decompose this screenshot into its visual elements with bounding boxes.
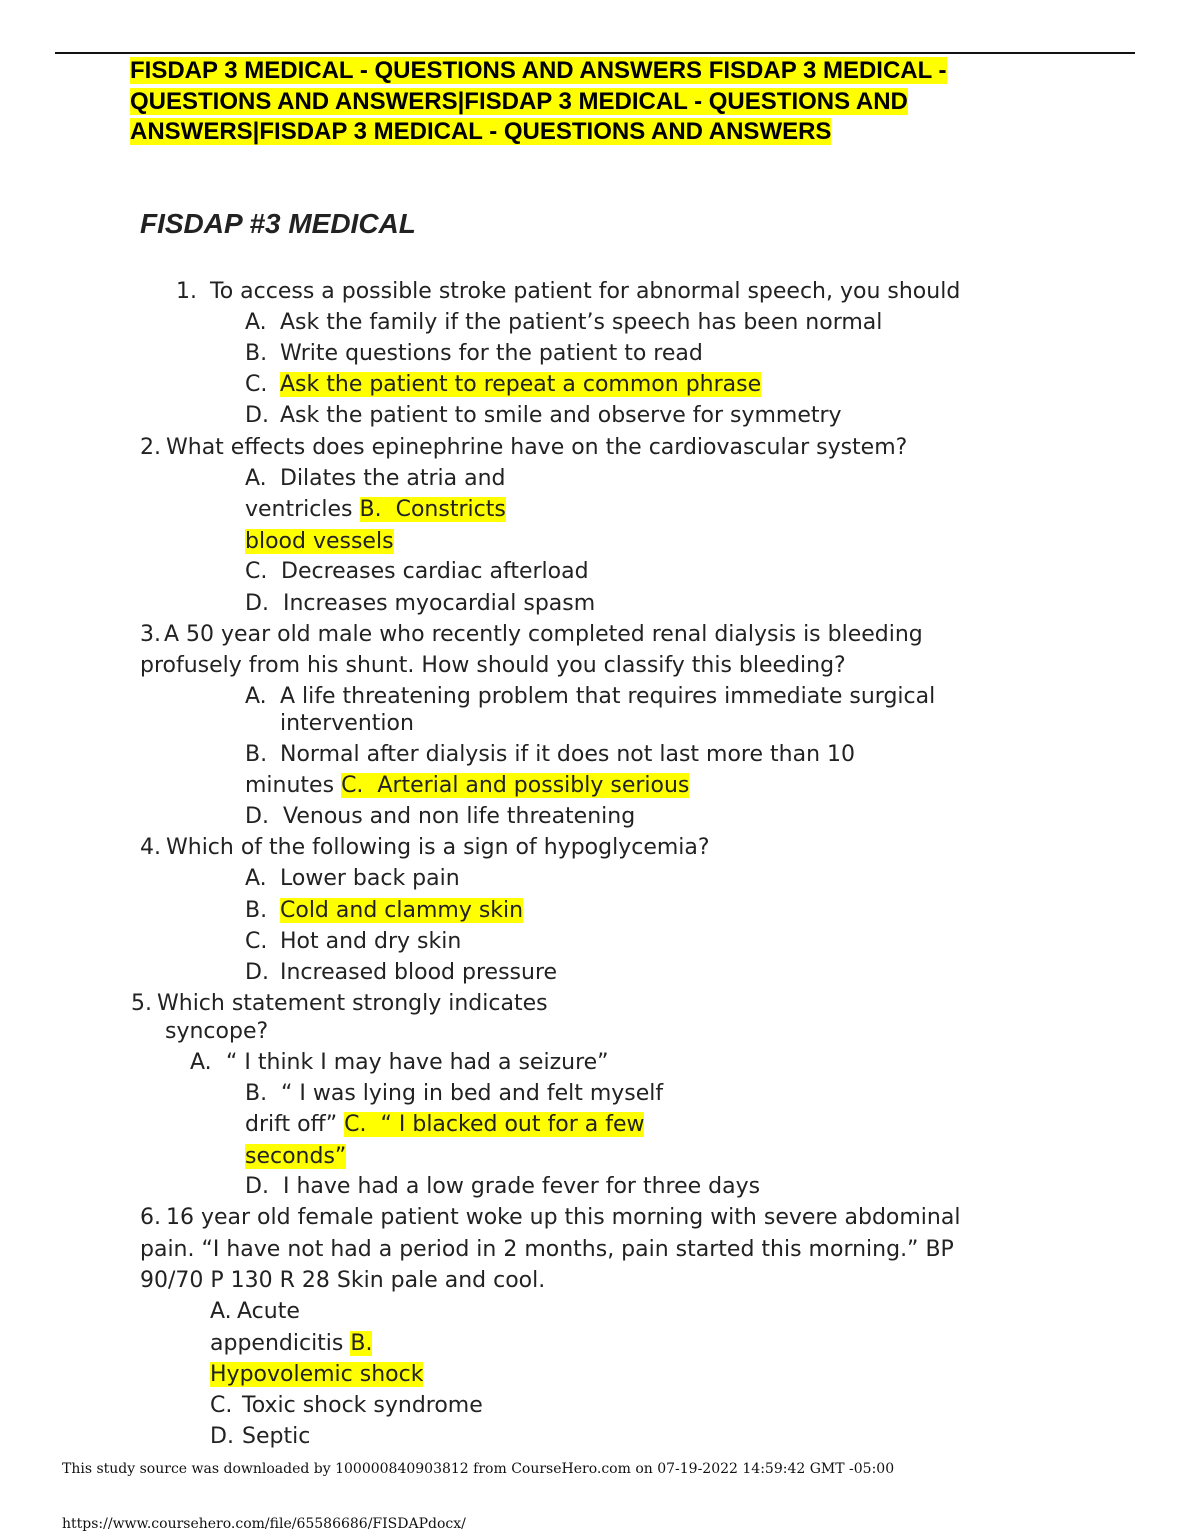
q4-option-c: C. Hot and dry skin [245,929,462,954]
highlighted-answer: Cold and clammy skin [280,898,524,923]
highlighted-answer: Ask the patient to repeat a common phrase [280,372,762,397]
question-1 [176,278,960,306]
q2-option-b-cont [245,528,394,556]
q2-option-b-answer: B. Constricts [359,497,506,522]
document-header [130,56,1050,148]
page-title: FISDAP #3 MEDICAL [140,208,416,239]
q6-option-d: D. Septic [210,1424,311,1449]
q1-option-b: B. Write questions for the patient to read [245,341,703,366]
highlighted-answer: Hypovolemic shock [210,1362,424,1387]
question-number: 4. [140,835,161,860]
header-line-1: FISDAP 3 MEDICAL - QUESTIONS AND ANSWERS FISDAP 3 MEDICAL - [130,57,947,84]
question-6-cont-1: pain. “I have not had a period in 2 months, pain started this morning.” BP [140,1237,954,1262]
q6-option-c: C. Toxic shock syndrome [210,1393,483,1418]
question-4 [140,834,710,862]
top-rule [55,52,1135,54]
q6-option-b-answer [210,1361,423,1389]
q2-option-a: A. Dilates the atria and [245,466,506,491]
header-line-3: ANSWERS|FISDAP 3 MEDICAL - QUESTIONS AND ANSWERS [130,118,832,145]
q1-option-c-answer: C. Ask the patient to repeat a common phrase [245,372,762,397]
question-6-cont-2: 90/70 P 130 R 28 Skin pale and cool. [140,1268,546,1293]
download-notice: This study source was downloaded by 100000840903812 from CourseHero.com on 07-19-2022 14:59:42 GMT -05:00 [62,1461,895,1477]
question-3-cont: profusely from his shunt. How should you classify this bleeding? [140,653,846,678]
q5-option-c-cont [245,1143,346,1171]
q6-option-a-cont: appendicitis B. [210,1331,373,1356]
question-number: 1. [176,279,197,304]
q2-option-c: C. Decreases cardiac afterload [245,559,589,584]
q5-option-c-answer: C. “ I blacked out for a few [344,1112,645,1137]
question-text: To access a possible stroke patient for abnormal speech, you should [210,279,961,304]
highlighted-answer: seconds” [245,1144,347,1169]
question-5 [131,990,548,1018]
question-number: 6. [140,1205,161,1230]
question-text: Which of the following is a sign of hypoglycemia? [166,835,710,860]
q1-option-a: A. Ask the family if the patient’s speech has been normal [245,310,883,335]
q3-option-b-cont: minutes C. Arterial and possibly serious [245,773,690,798]
header-line-2: QUESTIONS AND ANSWERS|FISDAP 3 MEDICAL - QUESTIONS AND [130,87,908,115]
q3-option-a-cont: intervention [280,711,414,736]
highlighted-answer: blood vessels [245,529,394,554]
q5-option-b: B. “ I was lying in bed and felt myself [245,1081,664,1106]
q5-option-a: A. “ I think I may have had a seizure” [190,1050,609,1075]
q3-option-c-answer: C. Arterial and possibly serious [341,773,690,798]
q6-option-b-marker: B. [350,1331,373,1356]
q3-option-d: D. Venous and non life threatening [245,804,636,829]
question-text: Which statement strongly indicates [157,991,548,1016]
question-5-cont: syncope? [165,1019,269,1044]
question-number: 3. [140,622,161,647]
q3-option-b: B. Normal after dialysis if it does not last more than 10 [245,742,856,767]
question-number: 5. [131,991,152,1016]
q5-option-d: D. I have had a low grade fever for three days [245,1174,761,1199]
source-url[interactable]: https://www.coursehero.com/file/65586686/FISDAPdocx/ [62,1516,466,1532]
q3-option-a: A. A life threatening problem that requires immediate surgical [245,684,936,709]
q4-option-b-answer: B. Cold and clammy skin [245,898,524,923]
question-text: A 50 year old male who recently completed renal dialysis is bleeding [164,622,923,647]
q6-option-a: A. Acute [210,1299,300,1324]
q2-option-a-cont: ventricles B. Constricts [245,497,506,522]
q1-option-d: D. Ask the patient to smile and observe for symmetry [245,403,842,428]
question-text: 16 year old female patient woke up this morning with severe abdominal [166,1205,961,1230]
q5-option-b-cont: drift off” C. “ I blacked out for a few [245,1112,645,1137]
q4-option-a: A. Lower back pain [245,866,460,891]
q2-option-d: D. Increases myocardial spasm [245,591,596,616]
question-3 [140,621,923,649]
q4-option-d: D. Increased blood pressure [245,960,558,985]
question-6 [140,1204,960,1232]
question-2 [140,434,907,462]
question-text: What effects does epinephrine have on the cardiovascular system? [166,435,908,460]
question-number: 2. [140,435,161,460]
